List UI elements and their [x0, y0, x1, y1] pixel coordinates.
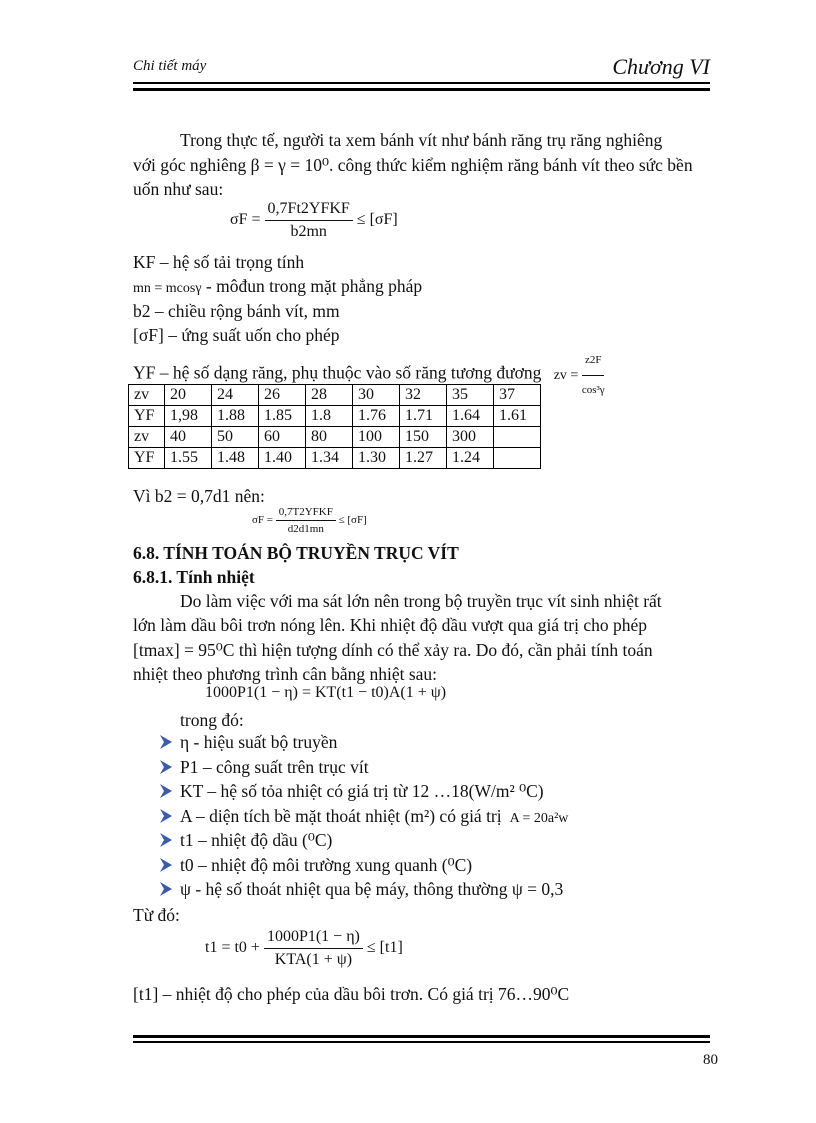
table-cell: 37 [494, 385, 541, 406]
arrow-bullet-icon [158, 881, 174, 897]
vi-denominator: d2d1mn [287, 523, 324, 535]
bullet-item [180, 804, 568, 831]
table-cell: 1.30 [353, 448, 400, 469]
table-cell: 80 [306, 427, 353, 448]
table-cell: 150 [400, 427, 447, 448]
tu-do: Từ đó: [133, 905, 180, 925]
table-cell [494, 427, 541, 448]
table-cell: 1.88 [212, 406, 259, 427]
bullet-item [180, 755, 369, 780]
formula1-fraction [265, 200, 353, 241]
para2-line2: lớn làm dầu bôi trơn nóng lên. Khi nhiệt độ dầu vượt qua giá trị cho phép [133, 615, 648, 635]
table-cell: zv [129, 385, 165, 406]
vi-numerator: 0,7T2YFKF [276, 506, 336, 521]
table-cell: 1.71 [400, 406, 447, 427]
bullet-item [180, 779, 544, 804]
page-number: 80 [703, 1052, 718, 1068]
vi-rhs: ≤ [σF] [338, 514, 367, 527]
table-cell: 1.8 [306, 406, 353, 427]
para1-line1: Trong thực tế, người ta xem bánh vít như bánh răng trụ răng nghiêng [180, 130, 663, 150]
table-cell: 28 [306, 385, 353, 406]
table-cell: 35 [447, 385, 494, 406]
formula1-rhs: ≤ [σF] [356, 211, 398, 229]
mn-formula: mn = mcosγ [133, 281, 202, 296]
def-mn [133, 274, 422, 301]
formula1-numerator: 0,7Ft2YFKF [265, 200, 353, 221]
bullet-text: P1 – công suất trên trục vít [180, 757, 369, 777]
bullet-item [180, 828, 332, 853]
arrow-bullet-icon [158, 832, 174, 848]
table-cell: 26 [259, 385, 306, 406]
para1-line2: với góc nghiêng β = γ = 10⁰. công thức kiểm nghiệm răng bánh vít theo sức bền [133, 155, 693, 175]
arrow-bullet-icon [158, 734, 174, 750]
def-b2: b2 – chiều rộng bánh vít, mm [133, 301, 340, 321]
table-cell: 1.64 [447, 406, 494, 427]
mn-text: - môđun trong mặt phẳng pháp [201, 276, 423, 296]
vi-fraction [276, 506, 336, 535]
table-cell: 1.85 [259, 406, 306, 427]
table-cell: YF [129, 448, 165, 469]
trong-do: trong đó: [180, 710, 244, 730]
formula1-denominator: b2mn [290, 223, 327, 240]
header-rule-top [133, 82, 710, 84]
yf-table-body [129, 385, 541, 469]
table-row [129, 406, 541, 427]
table-cell: 1.55 [165, 448, 212, 469]
zv-formula [553, 354, 605, 396]
table-row [129, 427, 541, 448]
table-cell: YF [129, 406, 165, 427]
table-row [129, 385, 541, 406]
header-rule-bottom [133, 88, 710, 91]
table-cell: 1.40 [259, 448, 306, 469]
formula3-fraction [264, 928, 363, 969]
formula-vi [252, 506, 367, 535]
formula-t1 [205, 928, 403, 969]
table-cell: 30 [353, 385, 400, 406]
table-cell: 24 [212, 385, 259, 406]
bullet-text: η - hiệu suất bộ truyền [180, 732, 338, 752]
formula3-rhs: ≤ [t1] [366, 939, 403, 957]
zv-numerator: z2F [582, 348, 605, 376]
formula-heat-balance: 1000P1(1 − η) = KT(t1 − t0)A(1 + ψ) [205, 684, 447, 701]
formula1-lhs: σF = [230, 211, 265, 229]
arrow-bullet-icon [158, 857, 174, 873]
table-cell: 1.76 [353, 406, 400, 427]
table-cell: 1.24 [447, 448, 494, 469]
table-cell: 20 [165, 385, 212, 406]
yf-text: YF – hệ số dạng răng, phụ thuộc vào số răng tương đương [133, 362, 542, 383]
footer-rule-bottom [133, 1041, 710, 1043]
formula3-denominator: KTA(1 + ψ) [274, 951, 353, 968]
vi-line: Vì b2 = 0,7d1 nên: [133, 486, 265, 506]
para1-line3: uốn như sau: [133, 179, 224, 199]
zv-fraction [582, 348, 605, 403]
section-title: 6.8. TÍNH TOÁN BỘ TRUYỀN TRỤC VÍT [133, 543, 459, 563]
subsection-title: 6.8.1. Tính nhiệt [133, 567, 255, 587]
yf-table [128, 384, 541, 469]
formula3-numerator: 1000P1(1 − η) [264, 928, 363, 949]
table-cell: 1.27 [400, 448, 447, 469]
bullet-item [180, 877, 563, 902]
bullet-text: ψ - hệ số thoát nhiệt qua bệ máy, thông thường ψ = 0,3 [180, 879, 564, 899]
table-cell: 1,98 [165, 406, 212, 427]
bullet-text: A – diện tích bề mặt thoát nhiệt (m²) có giá trị [180, 806, 502, 826]
vi-lhs: σF = [252, 514, 276, 527]
def-sigma: [σF] – ứng suất uốn cho phép [133, 325, 340, 345]
table-cell: 100 [353, 427, 400, 448]
table-cell: 60 [259, 427, 306, 448]
zv-lhs: zv = [553, 367, 582, 383]
para2-line1: Do làm việc với ma sát lớn nên trong bộ truyền trục vít sinh nhiệt rất [180, 591, 662, 611]
formula-sigma-f [230, 200, 398, 241]
bullet-text: t1 – nhiệt độ dầu (⁰C) [180, 830, 333, 850]
footer-rule-top [133, 1035, 710, 1038]
header-book-title: Chi tiết máy [133, 58, 207, 74]
final-line: [t1] – nhiệt độ cho phép của dầu bôi trơn. Có giá trị 76…90⁰C [133, 984, 570, 1004]
table-cell: 32 [400, 385, 447, 406]
bullet-text: t0 – nhiệt độ môi trường xung quanh (⁰C) [180, 855, 473, 875]
bullet-text: KT – hệ số tỏa nhiệt có giá trị từ 12 …18(W/m² ⁰C) [180, 781, 544, 801]
arrow-bullet-icon [158, 759, 174, 775]
para2-line3: [tmax] = 95⁰C thì hiện tượng dính có thể xảy ra. Do đó, cần phải tính toán [133, 640, 653, 660]
table-cell: zv [129, 427, 165, 448]
zv-denominator: cos³γ [581, 384, 605, 396]
table-cell: 1.61 [494, 406, 541, 427]
header-chapter: Chương VI [612, 54, 710, 79]
para2-line4: nhiệt theo phương trình cân bằng nhiệt sau: [133, 664, 438, 684]
table-cell: 1.48 [212, 448, 259, 469]
formula3-lhs: t1 = t0 + [205, 939, 264, 957]
table-cell: 50 [212, 427, 259, 448]
table-row [129, 448, 541, 469]
arrow-bullet-icon [158, 783, 174, 799]
area-formula: A = 20a²w [509, 811, 569, 826]
bullet-item [180, 853, 472, 878]
table-cell [494, 448, 541, 469]
def-kf: KF – hệ số tải trọng tính [133, 252, 305, 272]
bullet-item [180, 730, 337, 755]
table-cell: 300 [447, 427, 494, 448]
table-cell: 1.34 [306, 448, 353, 469]
arrow-bullet-icon [158, 808, 174, 824]
table-cell: 40 [165, 427, 212, 448]
